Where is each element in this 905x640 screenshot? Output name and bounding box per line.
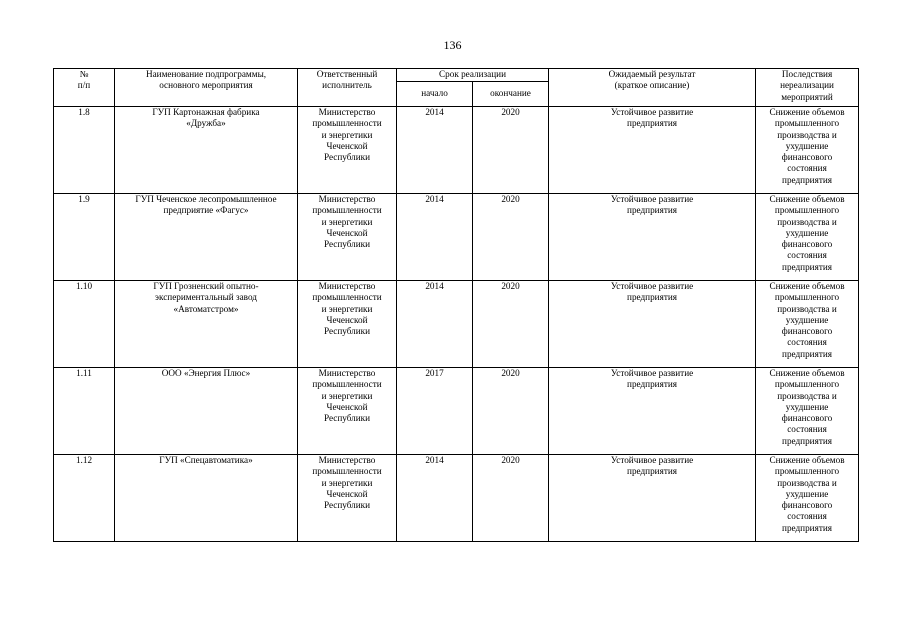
row-start-cell: 2014 [397, 107, 473, 194]
cell-line: промышленного [774, 118, 840, 129]
cell-line: Снижение объемов [769, 368, 845, 378]
row-num-cell: 1.8 [54, 107, 115, 194]
cell-line: производства и [777, 129, 837, 140]
header-period: Срок реализации [397, 69, 549, 82]
cell-line: Министерство [318, 368, 376, 378]
activities-table [53, 68, 859, 542]
table-row [54, 194, 859, 281]
cell-line: Министерство [318, 194, 376, 204]
header-end: окончание [473, 82, 549, 107]
cell-line: промышленности [312, 205, 382, 216]
row-name-cell [115, 107, 298, 194]
cell-line: промышленного [774, 292, 840, 303]
cell-line: Чеченской [326, 314, 368, 325]
row-num-cell: 1.11 [54, 368, 115, 455]
cell-line: промышленного [774, 379, 840, 390]
cell-line: финансового [781, 413, 833, 424]
header-start: начало [397, 82, 473, 107]
header-row [54, 69, 859, 82]
cell-line: Устойчивое развитие [610, 107, 694, 117]
cell-line: Республики [323, 326, 371, 337]
cell-line: Устойчивое развитие [610, 368, 694, 378]
table-row [54, 281, 859, 368]
cell-line: Чеченской [326, 488, 368, 499]
row-name-cell [115, 455, 298, 542]
cell-line: состояния [787, 163, 827, 174]
row-start-cell: 2017 [397, 368, 473, 455]
row-result-cell [549, 281, 756, 368]
cell-line: промышленности [312, 118, 382, 129]
cell-line: Чеченской [326, 227, 368, 238]
cell-line: производства и [777, 303, 837, 314]
cell-line: Республики [323, 500, 371, 511]
row-executor-cell [298, 455, 397, 542]
table-row [54, 107, 859, 194]
cell-line: состояния [787, 250, 827, 261]
row-name-cell [115, 281, 298, 368]
row-result-cell [549, 368, 756, 455]
cell-line: ухудшение [785, 227, 829, 238]
row-end-cell: 2020 [473, 281, 549, 368]
cell-line: Устойчивое развитие [610, 455, 694, 465]
cell-line: промышленности [312, 379, 382, 390]
row-executor-cell [298, 194, 397, 281]
cell-line: предприятия [627, 205, 677, 216]
row-result-cell [549, 107, 756, 194]
header-consequences: Последствия нереализации мероприятий [756, 69, 859, 107]
cell-line: Снижение объемов [769, 194, 845, 204]
row-consequences-cell [756, 368, 859, 455]
row-result-cell [549, 194, 756, 281]
table-row [54, 455, 859, 542]
row-consequences-cell [756, 281, 859, 368]
header-num: № п/п [54, 69, 115, 107]
cell-line: и энергетики [321, 216, 373, 227]
cell-line: и энергетики [321, 129, 373, 140]
row-consequences-cell [756, 107, 859, 194]
row-consequences-cell [756, 455, 859, 542]
cell-line: «Автоматстром» [173, 303, 239, 314]
header-name: Наименование подпрограммы, основного мероприятия [115, 69, 298, 107]
cell-line: и энергетики [321, 303, 373, 314]
cell-line: ООО «Энергия Плюс» [161, 368, 251, 378]
row-executor-cell [298, 107, 397, 194]
row-start-cell: 2014 [397, 194, 473, 281]
cell-line: Чеченской [326, 401, 368, 412]
cell-line: Снижение объемов [769, 455, 845, 465]
table-body [54, 107, 859, 542]
cell-line: Республики [323, 413, 371, 424]
cell-line: производства и [777, 216, 837, 227]
row-executor-cell [298, 368, 397, 455]
header-executor: Ответственный исполнитель [298, 69, 397, 107]
row-end-cell: 2020 [473, 368, 549, 455]
cell-line: предприятия [782, 435, 832, 446]
cell-line: финансового [781, 500, 833, 511]
cell-line: ухудшение [785, 488, 829, 499]
cell-line: финансового [781, 326, 833, 337]
table-row [54, 368, 859, 455]
row-start-cell: 2014 [397, 455, 473, 542]
cell-line: промышленного [774, 466, 840, 477]
cell-line: и энергетики [321, 390, 373, 401]
row-num-cell: 1.12 [54, 455, 115, 542]
cell-line: предприятия [627, 292, 677, 303]
cell-line: ГУП Чеченское лесопромышленное [135, 194, 277, 204]
row-executor-cell [298, 281, 397, 368]
cell-line: ухудшение [785, 314, 829, 325]
cell-line: финансового [781, 239, 833, 250]
cell-line: Устойчивое развитие [610, 281, 694, 291]
cell-line: ухудшение [785, 401, 829, 412]
cell-line: предприятия [782, 522, 832, 533]
row-result-cell [549, 455, 756, 542]
cell-line: ухудшение [785, 140, 829, 151]
cell-line: промышленного [774, 205, 840, 216]
page-number: 136 [443, 38, 462, 52]
cell-line: предприятия [782, 348, 832, 359]
row-name-cell [115, 194, 298, 281]
header-result: Ожидаемый результат (краткое описание) [549, 69, 756, 107]
cell-line: ГУП «Спецавтоматика» [159, 455, 253, 465]
cell-line: Чеченской [326, 140, 368, 151]
cell-line: Устойчивое развитие [610, 194, 694, 204]
cell-line: Министерство [318, 107, 376, 117]
cell-line: предприятия [782, 174, 832, 185]
row-start-cell: 2014 [397, 281, 473, 368]
cell-line: промышленности [312, 292, 382, 303]
cell-line: ГУП Грозненский опытно- [153, 281, 259, 291]
cell-line: Министерство [318, 281, 376, 291]
cell-line: промышленности [312, 466, 382, 477]
cell-line: Снижение объемов [769, 107, 845, 117]
cell-line: предприятие «Фагус» [163, 205, 249, 216]
row-num-cell: 1.10 [54, 281, 115, 368]
row-consequences-cell [756, 194, 859, 281]
cell-line: состояния [787, 424, 827, 435]
row-end-cell: 2020 [473, 194, 549, 281]
cell-line: финансового [781, 152, 833, 163]
cell-line: предприятия [627, 466, 677, 477]
cell-line: производства и [777, 477, 837, 488]
cell-line: производства и [777, 390, 837, 401]
row-name-cell [115, 368, 298, 455]
cell-line: Республики [323, 239, 371, 250]
cell-line: экспериментальный завод [155, 292, 257, 303]
cell-line: «Дружба» [186, 118, 226, 129]
row-end-cell: 2020 [473, 455, 549, 542]
cell-line: состояния [787, 337, 827, 348]
cell-line: и энергетики [321, 477, 373, 488]
cell-line: Снижение объемов [769, 281, 845, 291]
cell-line: состояния [787, 511, 827, 522]
cell-line: Министерство [318, 455, 376, 465]
cell-line: предприятия [782, 261, 832, 272]
row-num-cell: 1.9 [54, 194, 115, 281]
cell-line: ГУП Картонажная фабрика [152, 107, 260, 117]
cell-line: Республики [323, 152, 371, 163]
cell-line: предприятия [627, 379, 677, 390]
cell-line: предприятия [627, 118, 677, 129]
row-end-cell: 2020 [473, 107, 549, 194]
